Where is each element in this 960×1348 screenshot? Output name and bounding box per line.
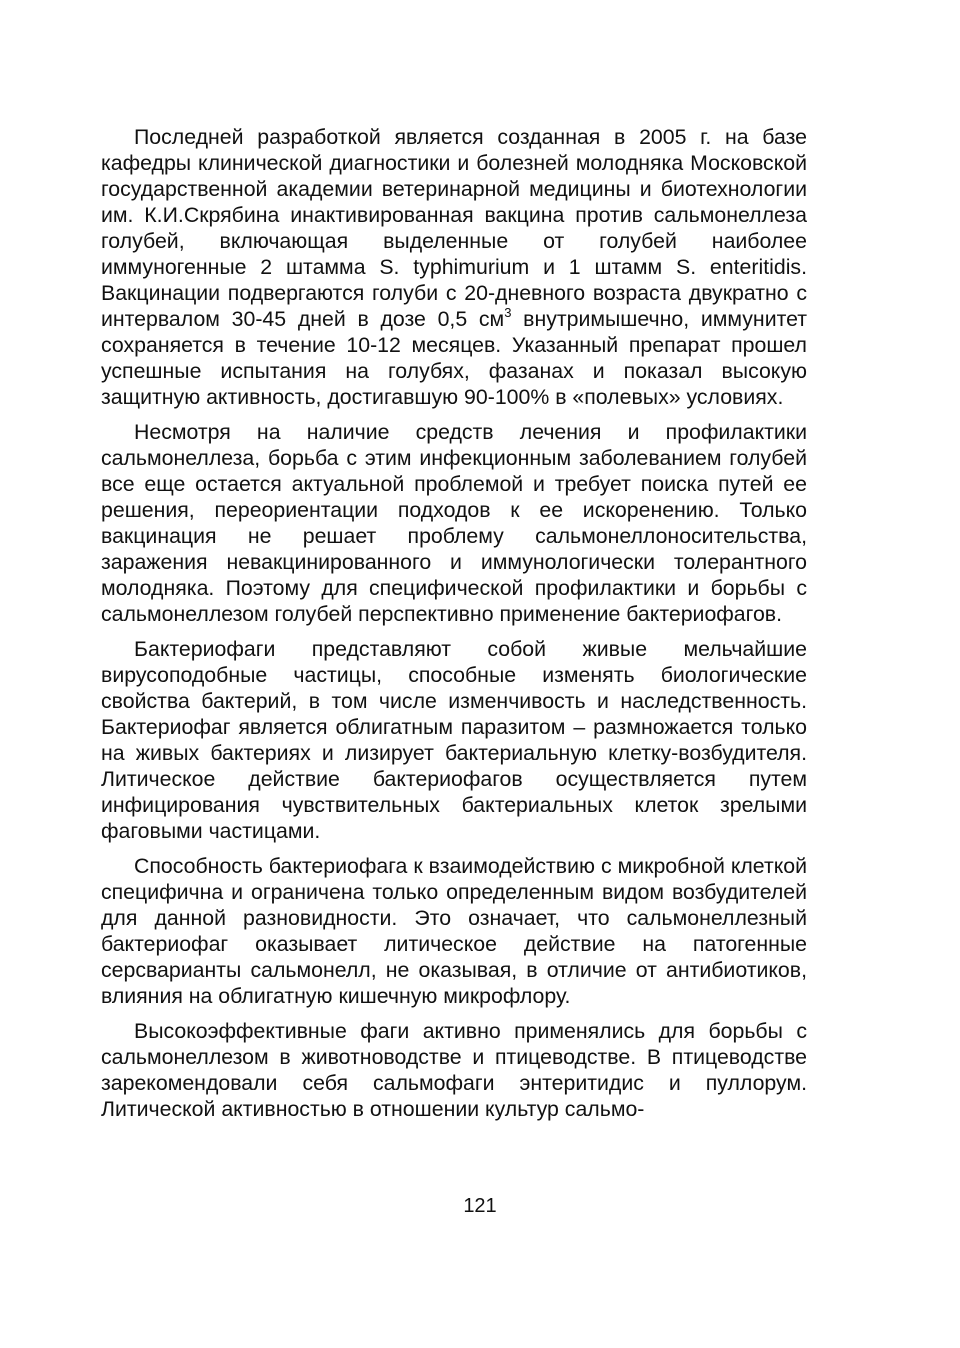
paragraph-vaccine-text-a: Последней разработкой является созданная в 2005 г. на базе кафедры клинической диагностики и болезней молодняка Московской государственной академии ветеринарной медицины и биотехнологии им. К.И.Скрябина инактивированная вакцина против сальмонеллеза голубей, включающая выделенные от голубей наиболее иммуногенные 2 штамма S. typhimurium и 1 штамм S. enteritidis. Вакцинации подвергаются голуби с 20-дневного возраста двукратно с интервалом 30-45 дней в дозе 0,5 см <box>101 125 807 331</box>
superscript-cubic: 3 <box>504 305 512 320</box>
paragraph-high-efficiency: Высокоэффективные фаги активно применялись для борьбы с сальмонеллезом в животноводстве и птицеводстве. В птицеводстве зарекомендовали себя сальмофаги энтеритидис и пуллорум. Литической активностью в отношении культур сальмо- <box>101 1019 807 1121</box>
paragraph-vaccine-text-b: внутримышечно, иммунитет сохраняется в течение 10-12 месяцев. Указанный препарат прошел успешные испытания на голубях, фазанах и показал высокую защитную активность, достигавшую 90-100% в «полевых» условиях. <box>101 307 807 409</box>
page-number: 121 <box>463 1195 497 1217</box>
paragraph-problem: Несмотря на наличие средств лечения и профилактики сальмонеллеза, борьба с этим инфекционным заболеванием голубей все еще остается актуальной проблемой и требует поиска путей ее решения, переориентации подходов к ее искоренению. Только вакцинация не решает проблему сальмонеллоносительства, заражения невакцинированного и иммунологически толерантного молодняка. Поэтому для специфической профилактики и борьбы с сальмонеллезом голубей перспективно применение бактериофагов. <box>101 420 807 626</box>
paragraph-vaccine <box>101 124 807 410</box>
paragraph-bacteriophages: Бактериофаги представляют собой живые мельчайшие вирусоподобные частицы, способные изменять биологические свойства бактерий, в том числе изменчивость и наследственность. Бактериофаг является облигатным паразитом – размножается только на живых бактериях и лизирует бактериальную клетку-возбудителя. Литическое действие бактериофагов осуществляется путем инфицирования чувствительных бактериальных клеток зрелыми фаговыми частицами. <box>101 637 807 843</box>
paragraph-specificity: Способность бактериофага к взаимодействию с микробной клеткой специфична и ограничена только определенным видом возбудителей для данной разновидности. Это означает, что сальмонеллезный бактериофаг оказывает литическое действие на патогенные серсварианты сальмонелл, не оказывая, в отличие от антибиотиков, влияния на облигатную кишечную микрофлору. <box>101 854 807 1008</box>
page-body <box>101 124 807 1131</box>
